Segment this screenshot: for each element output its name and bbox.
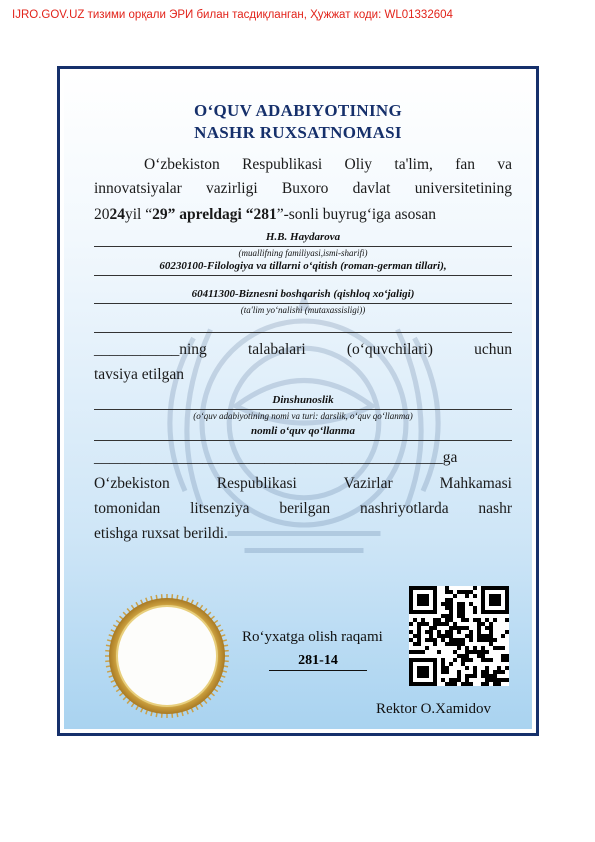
qr-code-icon [409, 586, 509, 686]
verification-note: IJRO.GOV.UZ тизими орқали ЭРИ билан тасдиқланган, Ҳужжат коди: WL01332604 [12, 9, 453, 21]
certificate-sheet [64, 73, 532, 729]
registration-label: Ro‘yxatga olish raqami [242, 629, 383, 645]
students-line-1: ___________ning talabalari (o‘quvchilari) uchun [94, 341, 512, 358]
body-line-3: etishga ruxsat berildi. [94, 525, 228, 542]
direction-2: 60411300-Biznesni boshqarish (qishloq xo‘jaligi) [191, 288, 415, 300]
book-title: Dinshunoslik [272, 394, 334, 406]
intro-line-3 [94, 206, 512, 224]
book-type: nomli o‘quv qo‘llanma [251, 425, 355, 437]
students-line-2: tavsiya etilgan [94, 366, 184, 383]
author-rule [94, 246, 512, 247]
rector-signature: Rektor O.Xamidov [376, 701, 491, 717]
blank-rule [94, 332, 512, 333]
book-caption: (o‘quv adabiyotining nomi va turi: darslik, o‘quv qo‘llanma) [193, 411, 413, 421]
registration-number: 281-14 [269, 653, 367, 671]
title-line-2: NASHR RUXSATNOMASI [194, 123, 402, 142]
intro-day: 29 [152, 206, 168, 223]
title-line-1: O‘QUV ADABIYOTINING [194, 101, 402, 120]
intro-line-2: innovatsiyalar vazirligi Buxoro davlat universitetining [94, 180, 512, 197]
direction-1-rule [94, 275, 512, 276]
body-line-1: O‘zbekiston Respublikasi Vazirlar Mahkamasi [94, 475, 512, 492]
intro-year-bold: 24 [109, 206, 125, 223]
direction-1: 60230100-Filologiya va tillarni o‘qitish (roman-german tillari), [159, 260, 447, 272]
body-line-2: tomonidan litsenziya berilgan nashriyotlarda nashr [94, 500, 512, 517]
book-type-rule [94, 440, 512, 441]
intro-order-number: 281 [253, 206, 277, 223]
intro-year-suffix: yil “ [125, 206, 153, 223]
gold-seal-icon [104, 593, 230, 719]
book-title-rule [94, 409, 512, 410]
ga-line: _____________________________________________ga [94, 449, 458, 466]
author-caption: (muallifning familiyasi,ismi-sharifi) [238, 248, 368, 258]
intro-month: ” apreldagi “ [167, 206, 254, 223]
direction-caption: (ta'lim yo‘nalishi (mutaxassisligi)) [240, 305, 366, 315]
intro-line-1: O‘zbekiston Respublikasi Oliy ta'lim, fan va [144, 156, 512, 173]
certificate-frame [57, 66, 539, 736]
intro-tail: ”-sonli buyrug‘iga asosan [276, 206, 436, 223]
author-name: H.B. Haydarova [265, 231, 341, 243]
direction-2-rule [94, 303, 512, 304]
intro-year-prefix: 20 [94, 206, 110, 223]
